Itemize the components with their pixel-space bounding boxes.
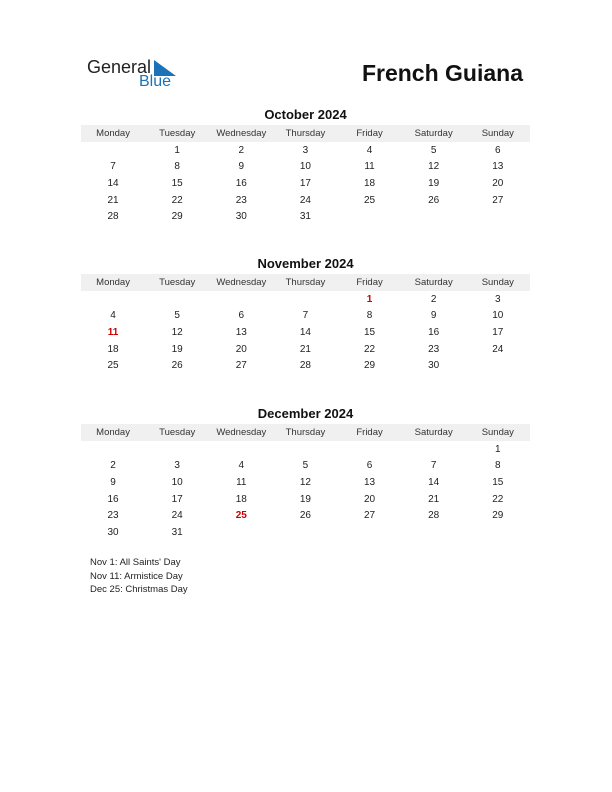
month-title: November 2024 <box>257 256 354 271</box>
day-cell: 31 <box>171 526 183 538</box>
day-cell: 21 <box>428 493 440 505</box>
day-cell: 16 <box>428 326 440 338</box>
week-row <box>81 159 530 176</box>
holiday-list-item: Nov 11: Armistice Day <box>90 570 183 582</box>
weekday-label: Friday <box>356 277 383 288</box>
day-cell: 14 <box>299 326 311 338</box>
week-row <box>81 341 530 358</box>
weekday-label: Wednesday <box>216 277 267 288</box>
day-cell: 2 <box>238 144 245 156</box>
day-cell: 12 <box>428 161 440 173</box>
weekday-label: Wednesday <box>216 427 267 438</box>
week-row <box>81 524 530 541</box>
day-cell: 20 <box>235 343 247 355</box>
logo-word-blue: Blue <box>139 73 172 90</box>
weekday-label: Tuesday <box>159 427 196 438</box>
day-cell: 5 <box>174 310 180 322</box>
day-cell: 28 <box>428 510 440 522</box>
day-cell: 12 <box>171 326 183 338</box>
day-cell: 10 <box>171 476 183 488</box>
month-december <box>81 406 530 541</box>
day-cell: 14 <box>428 476 440 488</box>
weekday-label: Sunday <box>481 427 514 438</box>
logo <box>87 56 187 92</box>
day-cell: 1 <box>174 144 180 156</box>
weekday-header-row <box>81 125 530 142</box>
day-cell: 9 <box>110 476 116 488</box>
weekday-label: Tuesday <box>159 128 196 139</box>
day-cell: 23 <box>107 510 119 522</box>
weekday-label: Monday <box>96 277 130 288</box>
weekday-label: Thursday <box>285 128 326 139</box>
weekday-label: Saturday <box>414 128 453 139</box>
day-cell: 13 <box>492 161 504 173</box>
weekday-header-row <box>81 274 530 291</box>
day-cell: 8 <box>495 460 501 472</box>
day-cell: 31 <box>299 211 311 223</box>
day-cell: 26 <box>171 360 183 372</box>
day-cell: 15 <box>171 177 183 189</box>
day-cell: 29 <box>171 211 183 223</box>
week-row <box>81 507 530 524</box>
day-cell: 6 <box>366 460 373 472</box>
week-row <box>81 324 530 341</box>
day-cell: 21 <box>107 194 119 206</box>
holiday-list-item: Nov 1: All Saints' Day <box>90 557 181 568</box>
weekday-label: Monday <box>96 128 130 139</box>
day-cell: 20 <box>364 493 376 505</box>
day-cell: 8 <box>174 161 180 173</box>
day-cell: 22 <box>364 343 376 355</box>
day-cell: 18 <box>364 177 376 189</box>
weekday-label: Saturday <box>414 277 453 288</box>
day-cell: 27 <box>364 510 376 522</box>
week-row <box>81 357 530 374</box>
weekday-label: Tuesday <box>159 277 196 288</box>
day-cell: 27 <box>235 360 247 372</box>
day-cell: 26 <box>428 194 440 206</box>
day-cell: 21 <box>299 343 311 355</box>
day-cell: 10 <box>492 310 504 322</box>
day-cell: 7 <box>110 161 116 173</box>
day-cell: 24 <box>492 343 504 355</box>
week-row <box>81 192 530 209</box>
day-cell: 3 <box>302 144 309 156</box>
holiday-list-item: Dec 25: Christmas Day <box>90 584 188 595</box>
day-cell: 18 <box>107 343 119 355</box>
day-cell: 6 <box>495 144 501 156</box>
month-october <box>81 107 530 225</box>
day-cell: 8 <box>366 310 373 322</box>
day-cell: 18 <box>235 493 247 505</box>
week-row <box>81 458 530 475</box>
weekday-label: Friday <box>356 128 383 139</box>
day-cell: 25 <box>364 194 376 206</box>
month-november <box>81 256 530 374</box>
day-cell: 22 <box>171 194 183 206</box>
day-cell: 7 <box>430 460 437 472</box>
day-cell: 17 <box>171 493 183 505</box>
weekday-label: Thursday <box>285 427 326 438</box>
weekday-label: Monday <box>96 427 130 438</box>
day-cell: 25 <box>235 510 247 522</box>
day-cell: 2 <box>110 460 116 472</box>
month-title: October 2024 <box>264 107 347 122</box>
weekday-label: Sunday <box>481 128 514 139</box>
day-cell: 1 <box>495 443 501 455</box>
week-row <box>81 308 530 325</box>
week-row <box>81 441 530 458</box>
month-title: December 2024 <box>257 406 354 421</box>
day-cell: 10 <box>299 161 311 173</box>
week-row <box>81 175 530 192</box>
day-cell: 5 <box>430 144 437 156</box>
day-cell: 16 <box>235 177 247 189</box>
week-row <box>81 142 530 159</box>
day-cell: 30 <box>235 211 247 223</box>
country-title: French Guiana <box>361 60 523 86</box>
day-cell: 15 <box>364 326 376 338</box>
day-cell: 26 <box>299 510 311 522</box>
day-cell: 1 <box>366 293 373 305</box>
day-cell: 11 <box>364 161 375 173</box>
week-row <box>81 291 530 308</box>
day-cell: 4 <box>366 144 373 156</box>
weekday-label: Friday <box>356 427 383 438</box>
day-cell: 4 <box>110 310 116 322</box>
day-cell: 28 <box>107 211 119 223</box>
holiday-list <box>90 556 188 597</box>
day-cell: 27 <box>492 194 504 206</box>
day-cell: 29 <box>492 510 504 522</box>
day-cell: 15 <box>492 476 504 488</box>
day-cell: 19 <box>299 493 311 505</box>
day-cell: 5 <box>302 460 309 472</box>
day-cell: 14 <box>107 177 119 189</box>
week-row <box>81 474 530 491</box>
day-cell: 2 <box>430 293 437 305</box>
day-cell: 7 <box>302 310 309 322</box>
day-cell: 22 <box>492 493 504 505</box>
day-cell: 11 <box>236 476 247 488</box>
weekday-label: Saturday <box>414 427 453 438</box>
day-cell: 3 <box>495 293 501 305</box>
day-cell: 25 <box>107 360 119 372</box>
day-cell: 29 <box>364 360 376 372</box>
day-cell: 4 <box>238 460 245 472</box>
day-cell: 6 <box>238 310 245 322</box>
day-cell: 23 <box>428 343 440 355</box>
day-cell: 30 <box>107 526 119 538</box>
day-cell: 30 <box>428 360 440 372</box>
week-row <box>81 491 530 508</box>
weekday-header-row <box>81 424 530 441</box>
day-cell: 13 <box>235 326 247 338</box>
day-cell: 24 <box>299 194 311 206</box>
day-cell: 17 <box>299 177 311 189</box>
day-cell: 3 <box>174 460 180 472</box>
weekday-label: Wednesday <box>216 128 267 139</box>
week-row <box>81 208 530 225</box>
day-cell: 11 <box>107 326 119 338</box>
day-cell: 19 <box>428 177 440 189</box>
day-cell: 12 <box>299 476 311 488</box>
day-cell: 13 <box>364 476 376 488</box>
day-cell: 16 <box>107 493 119 505</box>
day-cell: 9 <box>238 161 245 173</box>
day-cell: 17 <box>492 326 504 338</box>
weekday-label: Sunday <box>481 277 514 288</box>
day-cell: 23 <box>235 194 247 206</box>
logo-word-general: General <box>87 57 152 77</box>
day-cell: 24 <box>171 510 183 522</box>
day-cell: 19 <box>171 343 183 355</box>
day-cell: 28 <box>299 360 311 372</box>
day-cell: 20 <box>492 177 504 189</box>
weekday-label: Thursday <box>285 277 326 288</box>
day-cell: 9 <box>430 310 437 322</box>
